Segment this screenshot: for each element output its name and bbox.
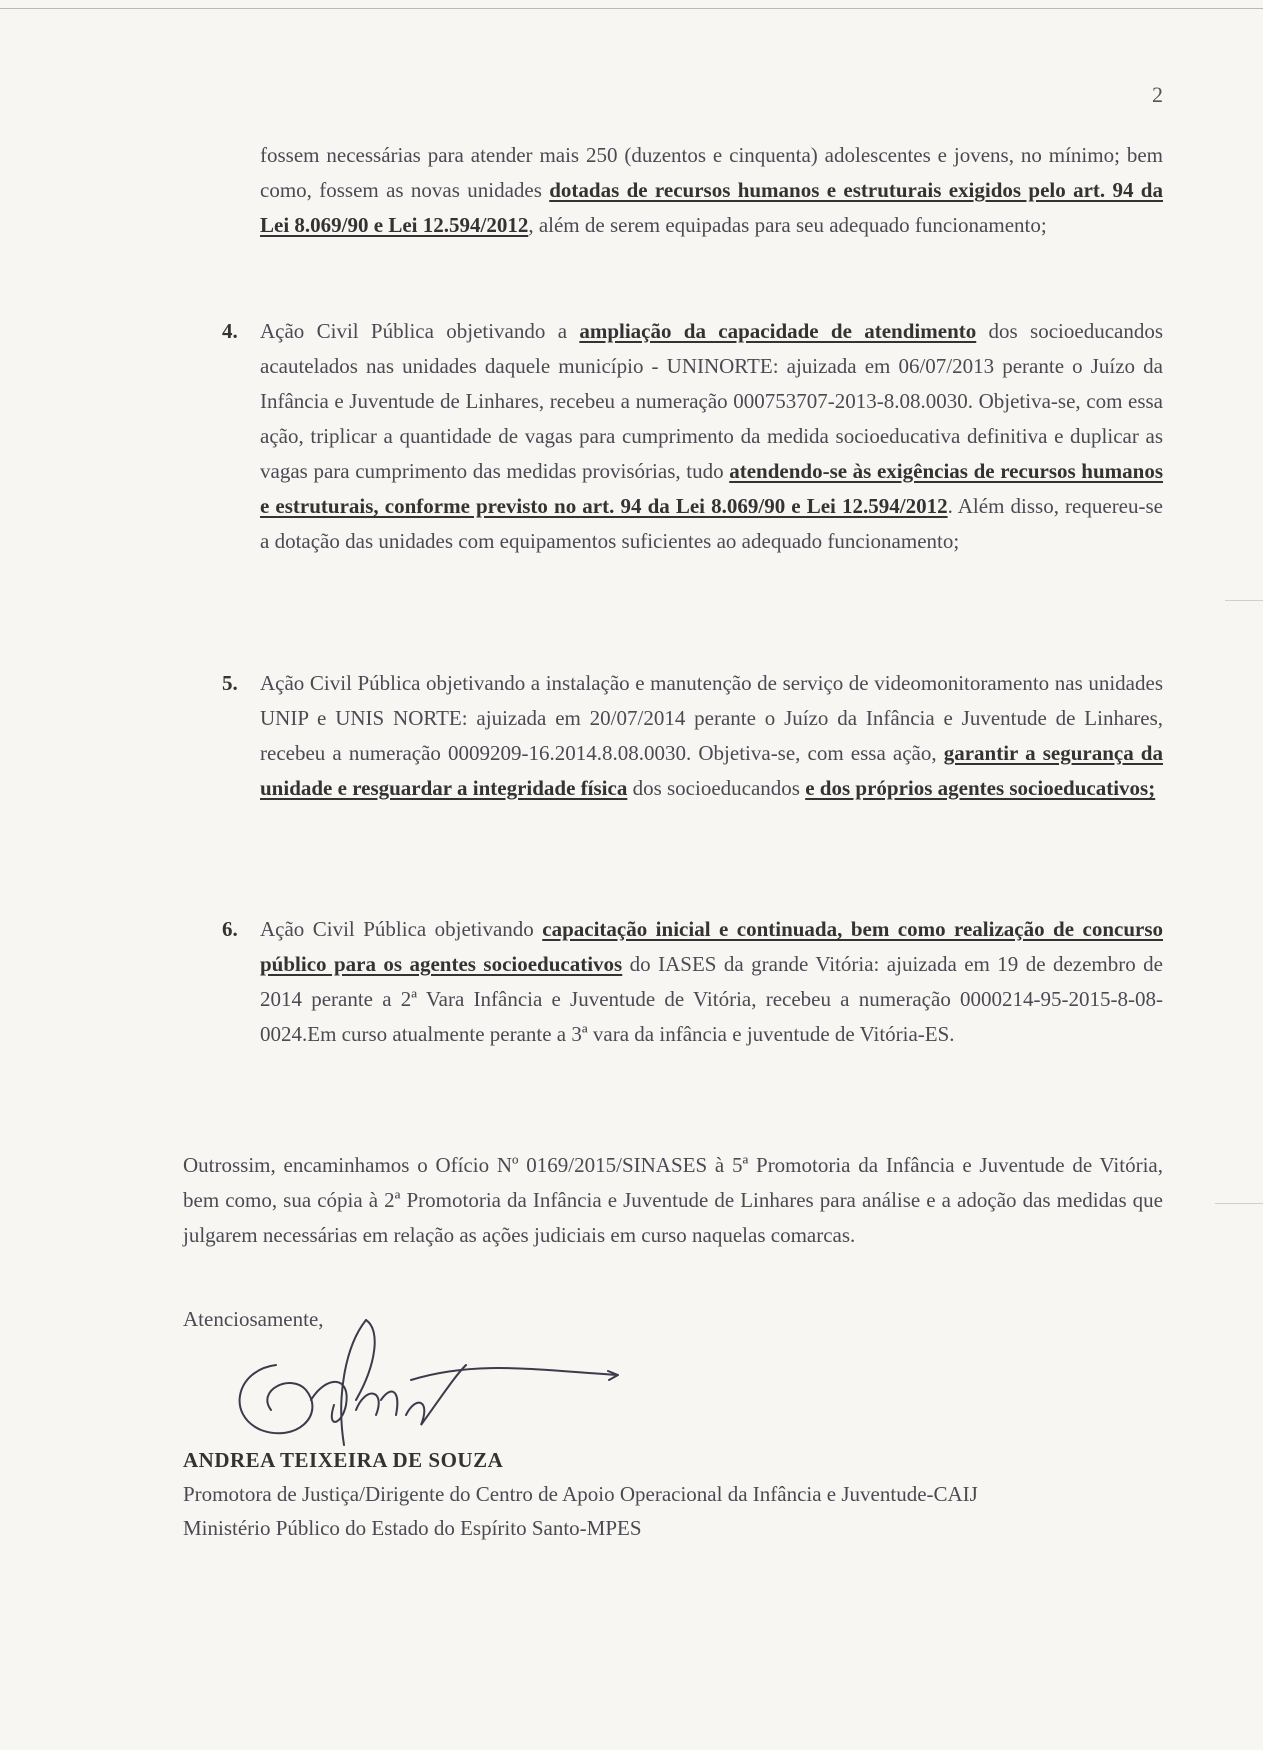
top-rule xyxy=(0,8,1263,9)
list-item xyxy=(222,912,1163,1052)
item-text: Ação Civil Pública objetivando a ampliação da capacidade de atendimento dos socioeducandos acautelados nas unidades daquele município - UNINORTE: ajuizada em 06/07/2013 perante o Juízo da Infância e Juventude de Linhares, recebeu a numeração 000753707-2013-8.08.0030. Objetiva-se, com essa ação, triplicar a quantidade de vagas para cumprimento da medida socioeducativa definitiva e duplicar as vagas para cumprimento das medidas provisórias, tudo atendendo-se às exigências de recursos humanos e estruturais, conforme previsto no art. 94 da Lei 8.069/90 e Lei 12.594/2012. Além disso, requereu-se a dotação das unidades com equipamentos suficientes ao adequado funcionamento; xyxy=(260,319,1164,553)
item-number: 5. xyxy=(222,671,238,695)
signer-organization: Ministério Público do Estado do Espírito Santo-MPES xyxy=(183,1516,642,1540)
item-text: Ação Civil Pública objetivando capacitação inicial e continuada, bem como realização de concurso público para os agentes socioeducativos do IASES da grande Vitória: ajuizada em 19 de dezembro de 2014 perante a 2ª Vara Infância e Juventude de Vitória, recebeu a numeração 0000214-95-2015-8-08-0024.Em curso atualmente perante a 3ª vara da infância e juventude de Vitória-ES. xyxy=(260,917,1163,1046)
scan-margin-mark xyxy=(1215,1203,1263,1204)
item-number: 6. xyxy=(222,917,238,941)
underlined-emphasis: atendendo-se às exigências de recursos humanos e estruturais, conforme previsto no art. 94 da Lei 8.069/90 e Lei 12.594/2012 xyxy=(260,459,1163,518)
signer-name: ANDREA TEIXEIRA DE SOUZA xyxy=(183,1448,504,1472)
closing-paragraph: Outrossim, encaminhamos o Ofício Nº 0169/2015/SINASES à 5ª Promotoria da Infância e Juventude de Vitória, bem como, sua cópia à 2ª Promotoria da Infância e Juventude de Linhares para análise e a adoção das medidas que julgarem necessárias em relação as ações judiciais em curso naquelas comarcas. xyxy=(183,1153,1163,1247)
underlined-emphasis: dotadas de recursos humanos e estruturais exigidos pelo art. 94 da Lei 8.069/90 e Lei 12.594/2012 xyxy=(260,178,1163,237)
scan-margin-mark xyxy=(1225,600,1263,601)
underlined-emphasis: ampliação da capacidade de atendimento xyxy=(579,319,977,343)
item-text: Ação Civil Pública objetivando a instalação e manutenção de serviço de videomonitoramento nas unidades UNIP e UNIS NORTE: ajuizada em 20/07/2014 perante o Juízo da Infância e Juventude de Linhares, recebeu a numeração 0009209-16.2014.8.08.0030. Objetiva-se, com essa ação, garantir a segurança da unidade e resguardar a integridade física dos socioeducandos e dos próprios agentes socioeducativos; xyxy=(260,671,1163,800)
greeting: Atenciosamente, xyxy=(183,1307,324,1331)
item-number: 4. xyxy=(222,319,238,343)
continuation-paragraph: fossem necessárias para atender mais 250 (duzentos e cinquenta) adolescentes e jovens, no mínimo; bem como, fossem as novas unidades dotadas de recursos humanos e estruturais exigidos pelo art. 94 da Lei 8.069/90 e Lei 12.594/2012, além de serem equipadas para seu adequado funcionamento; xyxy=(260,143,1163,237)
list-item xyxy=(222,314,1163,559)
list-item xyxy=(222,666,1163,806)
handwritten-signature xyxy=(216,1305,646,1455)
page-number: 2 xyxy=(1152,82,1163,107)
signer-role: Promotora de Justiça/Dirigente do Centro de Apoio Operacional da Infância e Juventude-CAIJ xyxy=(183,1482,978,1506)
underlined-emphasis: garantir a segurança da unidade e resguardar a integridade física xyxy=(260,741,1163,800)
underlined-emphasis: e dos próprios agentes socioeducativos; xyxy=(805,776,1156,800)
underlined-emphasis: capacitação inicial e continuada, bem como realização de concurso público para os agentes socioeducativos xyxy=(260,917,1163,976)
